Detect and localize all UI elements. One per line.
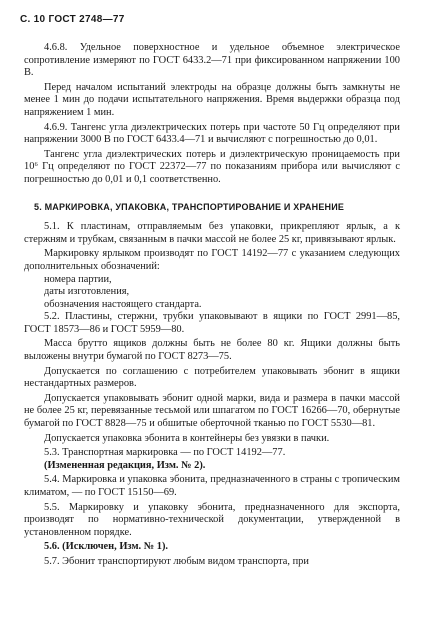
paragraph-5-2-d: Допускается упаковывать эбонит одной марки, вида и размера в пачки массой не более 25 кг, перевязанные тесьмой или шпагатом по ГОСТ 16266—70, обернутые бумагой по ГОСТ 8828—75 и обшитые оберточной тканью по ГОСТ 5530—81. — [24, 392, 400, 430]
list-item: номера партии, — [44, 273, 112, 285]
paragraph-5-2-e: Допускается упаковка эбонита в контейнеры без увязки в пачки. — [44, 432, 330, 444]
paragraph-5-1-b: Маркировку ярлыком производят по ГОСТ 14192—77 с указанием следующих дополнительных обозначений: — [24, 248, 400, 272]
document-body — [24, 42, 400, 569]
paragraph-4-6-8-b: Перед началом испытаний электроды на образце должны быть замкнуты не менее 1 мин до подачи испытательного напряжения. Время выдержки образца под напряжением 1 мин. — [24, 81, 400, 118]
amendment-note: (Измененная редакция, Изм. № 2). — [44, 459, 206, 471]
paragraph-4-6-9: 4.6.9. Тангенс угла диэлектрических потерь при частоте 50 Гц определяют при напряжении 3000 В по ГОСТ 6433.4—71 и вычисляют с погрешностью до 0,01. — [24, 121, 400, 146]
paragraph-5-2: 5.2. Пластины, стержни, трубки упаковывают в ящики по ГОСТ 2991—85, ГОСТ 18573—86 и ГОСТ 5959—80. — [24, 311, 400, 335]
section-title: 5. МАРКИРОВКА, УПАКОВКА, ТРАНСПОРТИРОВАНИЕ И ХРАНЕНИЕ — [34, 201, 345, 212]
paragraph-5-3: 5.3. Транспортная маркировка — по ГОСТ 14192—77. — [44, 447, 286, 459]
paragraph-5-7: 5.7. Эбонит транспортируют любым видом транспорта, при — [44, 555, 309, 567]
paragraph-4-6-9-b: Тангенс угла диэлектрических потерь и диэлектрическую проницаемость при 10⁶ Гц определяют по ГОСТ 22372—77 по показаниям прибора или вычисляют с погрешностью до 0,01 и 0,1 соответственно. — [24, 148, 400, 185]
marking-list — [24, 274, 400, 312]
paragraph-5-1: 5.1. К пластинам, отправляемым без упаковки, прикрепляют ярлык, а к стержням и трубкам, связанным в пачки массой не более 25 кг, привязывают ярлык. — [24, 221, 400, 245]
paragraph-4-6-8: 4.6.8. Удельное поверхностное и удельное объемное электрическое сопротивление измеряют по ГОСТ 6433.2—71 при фиксированном напряжении 100 В. — [24, 42, 400, 79]
list-item: обозначения настоящего стандарта. — [44, 298, 202, 310]
paragraph-5-6: 5.6. (Исключен, Изм. № 1). — [44, 541, 169, 553]
list-item: даты изготовления, — [44, 286, 130, 298]
page-header: С. 10 ГОСТ 2748—77 — [20, 14, 125, 25]
paragraph-5-4: 5.4. Маркировка и упаковка эбонита, предназначенного в страны с тропическим климатом, — по ГОСТ 15150—69. — [24, 474, 400, 498]
paragraph-5-2-c: Допускается по соглашению с потребителем упаковывать эбонит в ящики нестандартных размеров. — [24, 365, 400, 390]
paragraph-5-2-b: Масса брутто ящиков должны быть не более 80 кг. Ящики должны быть выложены внутри бумагой по ГОСТ 8273—75. — [24, 338, 400, 363]
paragraph-5-5: 5.5. Маркировку и упаковку эбонита, предназначенного для экспорта, производят по нормативно-технической документации, утвержденной в установленном порядке. — [24, 501, 400, 538]
